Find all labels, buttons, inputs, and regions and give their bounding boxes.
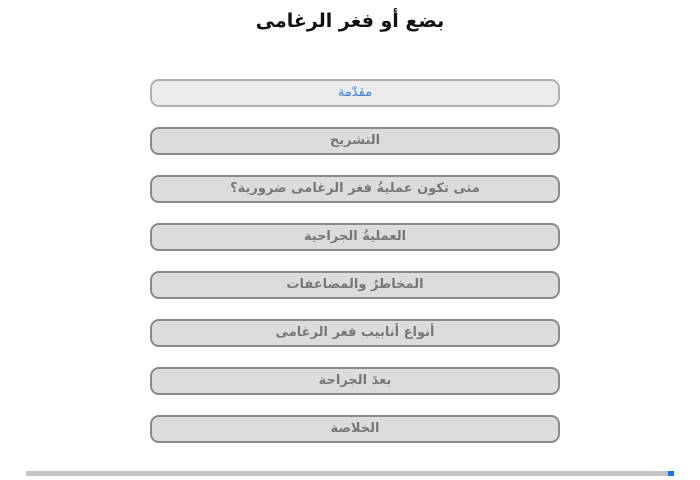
nav-button-surgery[interactable]: العمليةُ الجراحية (150, 223, 560, 251)
nav-button-anatomy[interactable]: التشريح (150, 127, 560, 155)
progress-bar-fill (668, 471, 674, 476)
nav-button-risks[interactable]: المخاطرُ والمضاعفات (150, 271, 560, 299)
nav-button-introduction[interactable]: مقدّمة (150, 79, 560, 107)
page-title: بضع أو فغر الرغامى (255, 10, 445, 32)
nav-button-tube-types[interactable]: أنواع أنابيب فغر الرغامى (150, 319, 560, 347)
section-nav (150, 79, 560, 463)
nav-button-summary[interactable]: الخلاصة (150, 415, 560, 443)
progress-bar (26, 471, 674, 476)
nav-button-when-necessary[interactable]: متى تكون عمليةُ فغر الرغامى ضرورية؟ (150, 175, 560, 203)
nav-button-after-surgery[interactable]: بعدَ الجراحة (150, 367, 560, 395)
